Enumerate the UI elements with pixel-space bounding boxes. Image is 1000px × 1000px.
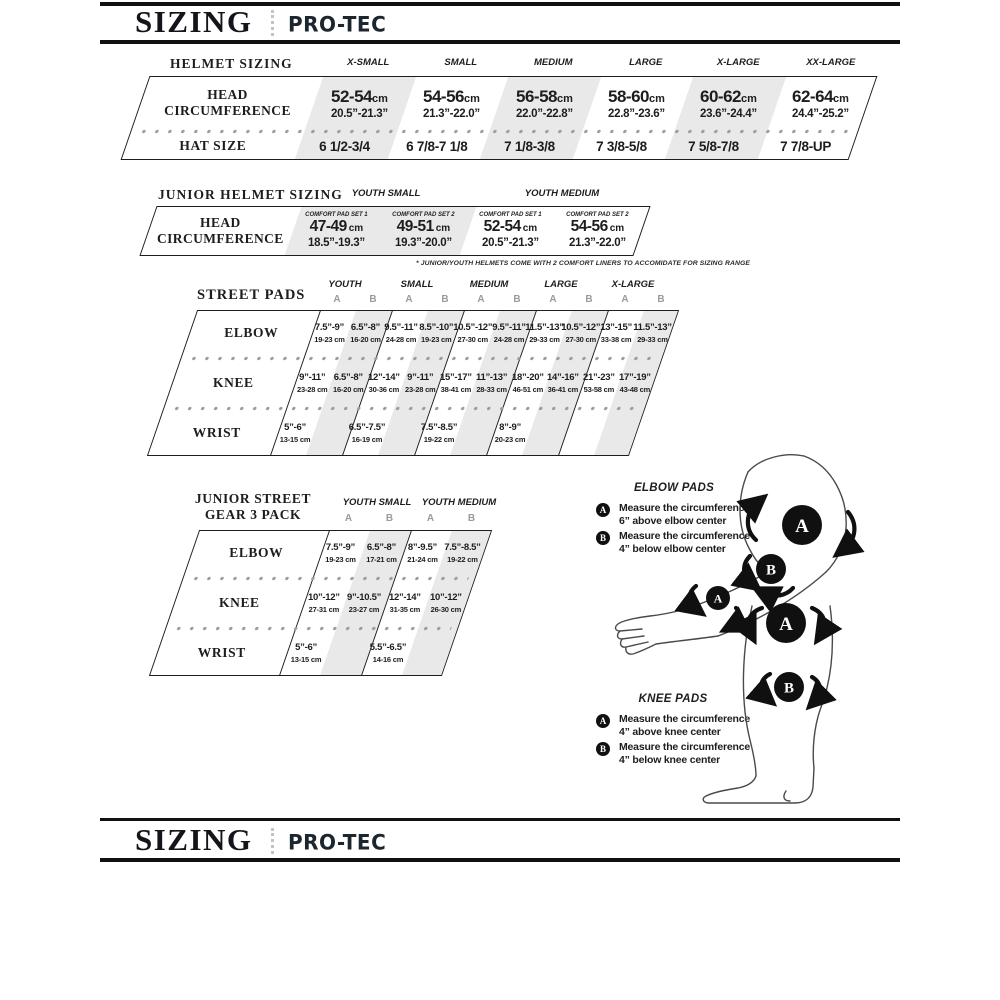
size-cell: 54-56cm 21.3”-22.0” [423,86,481,120]
row-label: KNEE [213,375,255,390]
hat-size-cell: 7 7/8-UP [780,138,832,154]
size-cell: 52-54cm 20.5”-21.3” [331,86,389,120]
size-header: X-SMALL [347,57,390,68]
footer-protec-logo: PRO-TEC [288,829,387,855]
junior-street-ab-headers: A B A B [344,513,476,524]
pad-cell: 11”-13” 28-33 cm [476,372,508,394]
pad-cell: 7.5”-8.5” 19-22 cm [420,421,458,444]
measure-b-badge: B [596,531,610,545]
footer-divider [271,828,274,854]
size-header: YOUTH [328,279,362,290]
group-header: YOUTH MEDIUM [421,497,497,508]
svg-text:B: B [783,680,795,697]
street-row-wrist [149,411,644,454]
hat-size-cell: 7 5/8-7/8 [688,138,740,154]
footer-top-rule [100,818,900,821]
junior-circumference-row [141,207,649,254]
pad-cell: 15”-17” 38-41 cm [439,372,472,394]
svg-text:A: A [779,614,793,635]
row-label: HAT SIZE [179,138,247,153]
helmet-sizing-title: HELMET SIZING [170,56,293,71]
pad-cell: 9.5”-11” 24-28 cm [491,322,526,344]
row-label: ELBOW [229,545,284,560]
pad-cell: 7.5”-8.5” 19-22 cm [444,542,482,564]
pad-cell: 7.5”-9” 19-23 cm [314,322,345,344]
size-header: X-LARGE [611,279,655,290]
leg-outline [703,606,832,803]
pad-cell: 5”-6” 13-15 cm [291,641,322,664]
group-header-youth-small: YOUTH SMALL [351,188,421,199]
size-cell: 56-58cm 22.0”-22.8” [515,86,573,120]
size-header: X-LARGE [716,57,760,68]
pad-cell: 7.5”-9” 19-23 cm [325,542,356,564]
hat-size-cell: 6 1/2-3/4 [319,138,371,154]
pad-cell: 5”-6” 13-15 cm [280,421,311,444]
pad-cell: 8”-9.5” 21-24 cm [406,542,438,564]
size-cell: COMFORT PAD SET 1 47-49 cm 18.5”-19.3” [304,212,368,249]
street-pads-table [147,310,679,456]
group-header-youth-medium: YOUTH MEDIUM [524,188,600,199]
pad-cell: 10”-12” 26-30 cm [429,592,462,614]
size-header: MEDIUM [533,57,573,68]
pad-cell: 13”-15” 33-38 cm [600,322,633,344]
measurement-illustration [590,450,900,810]
junior-row-knee [167,581,473,625]
pad-cell: 14”-16” 36-41 cm [547,372,580,394]
svg-text:B: B [765,562,777,579]
size-cell: COMFORT PAD SET 2 49-51 cm 19.3”-20.0” [392,212,455,249]
head-circumference-row [132,77,876,129]
hat-size-cell: 6 7/8-7 1/8 [406,138,468,154]
pad-cell: 10”-12” 27-31 cm [307,592,340,614]
measure-b-badge: B [596,742,610,756]
instruction-item: A Measure the circumference 4” above knee center [596,713,761,738]
junior-street-table [149,530,492,676]
junior-helmet-footnote: * JUNIOR/YOUTH HELMETS COME WITH 2 COMFORT LINERS TO ACCOMIDATE FOR SIZING RANGE [415,260,750,267]
pad-cell: 5.5”-6.5” 14-16 cm [369,641,407,664]
measure-point-badges [706,505,822,702]
street-row-elbow [183,311,678,355]
junior-helmet-title: JUNIOR HELMET SIZING [158,187,343,202]
size-cell: COMFORT PAD SET 2 54-56 cm 21.3”-22.0” [566,212,629,249]
pad-cell: 6.5”-8” 17-21 cm [366,542,397,564]
pad-cell: 18”-20” 46-51 cm [511,372,544,394]
instruction-item: A Measure the circumference 6” above elbow center [596,502,761,527]
pad-cell: 9”-10.5” 23-27 cm [347,592,382,614]
hat-size-row [122,134,856,158]
svg-text:A: A [795,516,809,537]
pad-cell: 21”-23” 53-58 cm [583,372,616,394]
size-header: LARGE [629,57,663,68]
junior-street-group-headers [336,497,500,508]
measure-a-badge: A [596,714,610,728]
size-header: SMALL [444,57,478,68]
row-label: KNEE [218,595,260,610]
hat-size-cell: 7 3/8-5/8 [596,138,648,154]
svg-text:A: A [713,591,723,606]
size-header: MEDIUM [469,279,509,290]
pad-cell: 6.5”-8” 16-20 cm [349,322,381,344]
pad-cell: 12”-14” 31-35 cm [389,592,421,614]
pad-cell: 10.5”-12” 27-30 cm [453,322,493,344]
pad-cell: 11.5”-13” 29-33 cm [632,322,672,344]
row-label: WRIST [192,424,241,440]
helmet-sizing-table [121,76,878,160]
junior-helmet-table [139,206,650,256]
junior-street-title: JUNIOR STREET GEAR 3 PACK [194,491,312,522]
group-header: YOUTH SMALL [342,497,412,508]
elbow-pads-title: ELBOW PADS [633,482,715,494]
pad-cell: 6.5”-7.5” 16-19 cm [348,421,386,444]
size-cell: 58-60cm 22.8”-23.6” [608,86,666,120]
pad-cell: 9”-11” 23-28 cm [404,372,436,394]
row-label: WRIST [198,644,247,660]
pad-cell: 8.5”-10” 19-23 cm [419,322,454,344]
pad-cell: 9”-11” 23-28 cm [297,372,328,394]
instruction-item: B Measure the circumference 4” below knee center [596,741,761,766]
junior-row-wrist [151,631,457,674]
hat-size-cell: 7 1/8-3/8 [504,138,555,154]
header-bottom-rule [100,40,900,44]
row-label: HEAD CIRCUMFERENCE [157,214,285,246]
street-ab-headers: A B A B A B A B A B [333,294,665,305]
header-divider [271,10,274,36]
footer-bottom-rule [100,858,900,862]
knee-pads-title: KNEE PADS [638,693,708,705]
helmet-size-headers [322,57,877,68]
page-title: SIZING [135,4,253,39]
row-label: HEAD CIRCUMFERENCE [164,87,291,118]
pad-cell: 9.5”-11” 24-28 cm [384,322,418,344]
size-cell: COMFORT PAD SET 1 52-54 cm 20.5”-21.3” [479,212,542,249]
footer-title: SIZING [135,822,253,857]
size-cell: 60-62cm 23.6”-24.4” [700,86,758,120]
pad-cell: 6.5”-8” 16-20 cm [333,372,364,394]
pad-cell: 12”-14” 30-36 cm [368,372,400,394]
measure-a-badge: A [596,503,610,517]
junior-row-elbow [185,531,491,575]
instruction-item: B Measure the circumference 4” below elbow center [596,530,761,555]
row-label: ELBOW [223,325,278,340]
size-header: SMALL [400,279,434,290]
street-pads-title: STREET PADS [197,287,306,303]
street-size-headers [309,279,669,290]
pad-cell: 10.5”-12” 27-30 cm [560,322,600,344]
pad-cell: 8”-9” 20-23 cm [495,421,526,444]
protec-logo: PRO-TEC [288,11,387,37]
pad-cell: 11.5”-13” 29-33 cm [525,322,564,344]
size-cell: 62-64cm 24.4”-25.2” [792,86,850,120]
pad-cell: 17”-19” 43-48 cm [619,372,651,394]
size-header: LARGE [544,279,578,290]
street-row-knee [165,361,660,405]
size-header: XX-LARGE [806,57,856,68]
